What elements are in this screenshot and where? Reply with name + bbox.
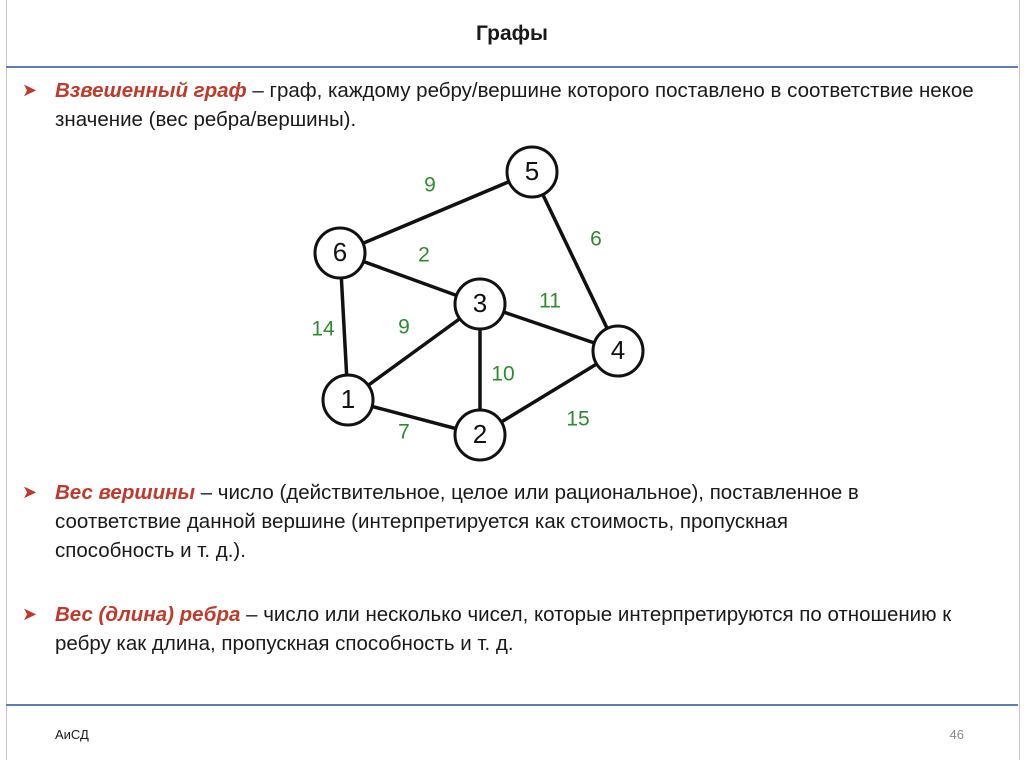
slide-title: Графы [476, 22, 548, 45]
node-label: 5 [524, 155, 540, 186]
arrow-bullet-icon: ➤ [22, 482, 38, 502]
edge-weight-label: 2 [418, 243, 430, 267]
edge-weight-label: 10 [491, 362, 515, 386]
node-label: 6 [332, 236, 348, 267]
node-label: 3 [472, 287, 488, 318]
edge-weight-label: 14 [311, 317, 335, 341]
bullet-definition: – граф, каждому ребру/вершине которого поставлено в соответствие некое значение (вес ребра/вершины). [55, 79, 974, 131]
node-label: 4 [610, 334, 626, 365]
bullet-definition: – число (действительное, целое или рациональное), поставленное в соответствие данной вершине (интерпретируется как стоимость, пропускная способность и т. д.). [55, 481, 859, 562]
arrow-bullet-icon: ➤ [22, 604, 38, 624]
node-label: 2 [472, 418, 488, 449]
edge-weight-label: 7 [398, 420, 410, 444]
bullet-term: Вес вершины [55, 481, 195, 504]
edge-5-4 [532, 172, 618, 351]
edge-6-5 [340, 172, 532, 253]
node-label: 1 [340, 383, 356, 414]
bullet-term: Вес (длина) ребра [55, 603, 241, 626]
edge-weight-label: 9 [398, 315, 410, 339]
page-number: 46 [949, 727, 964, 742]
edge-weight-label: 9 [424, 173, 436, 197]
edge-weight-label: 11 [539, 289, 561, 313]
bullet-term: Взвешенный граф [55, 79, 247, 102]
bullet-definition: – число или несколько чисел, которые интерпретируются по отношению к ребру как длина, пропускная способность и т. д. [55, 603, 952, 655]
footer-course: АиСД [55, 727, 89, 742]
arrow-bullet-icon: ➤ [22, 80, 38, 100]
edge-weight-label: 15 [566, 407, 590, 431]
edge-weight-label: 6 [590, 227, 602, 251]
bottom-divider [6, 704, 1018, 706]
